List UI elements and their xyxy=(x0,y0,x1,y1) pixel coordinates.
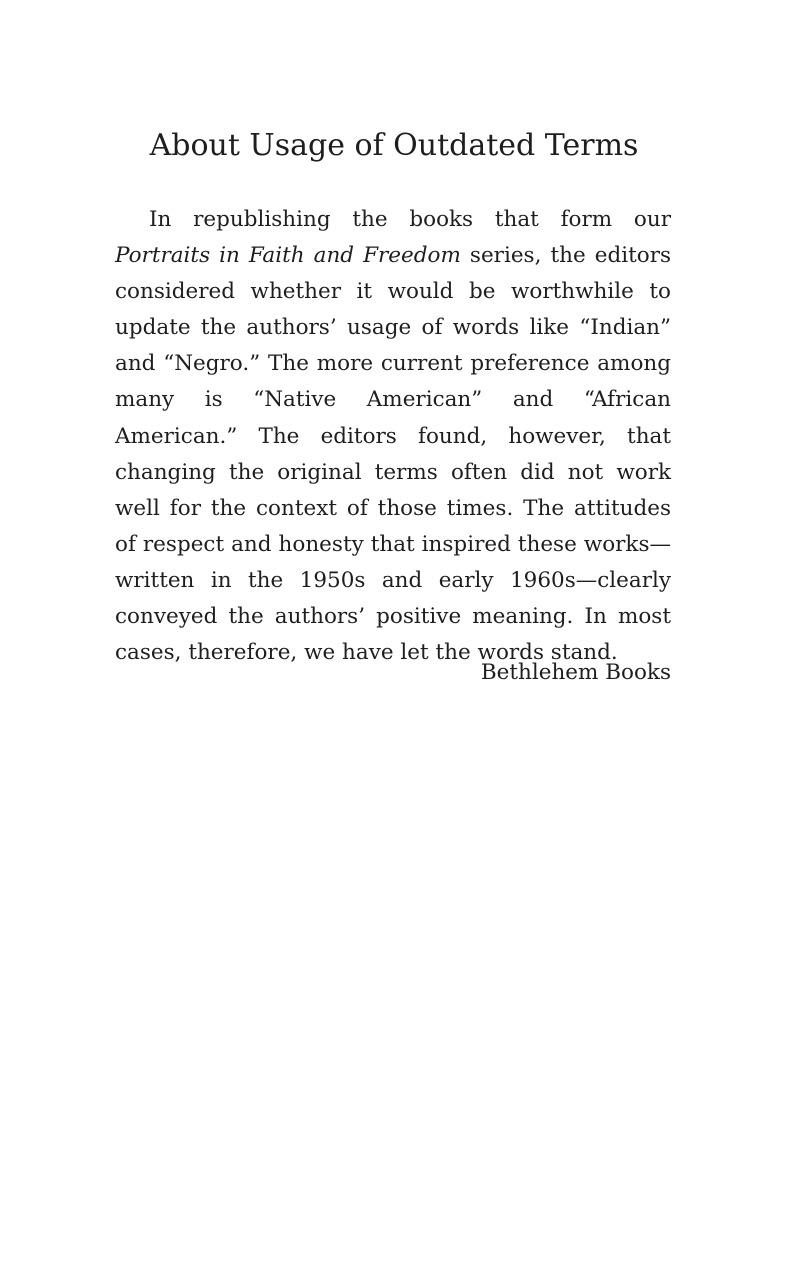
page-title: About Usage of Outdated Terms xyxy=(149,128,639,163)
paragraph-intro: In republishing the books that form our xyxy=(149,207,671,232)
publisher-signature: Bethlehem Books xyxy=(480,660,671,685)
series-title: Portraits in Faith and Freedom xyxy=(115,243,461,269)
paragraph-rest: series, the editors considered whether it would be worthwhile to update the authors’ usage of words like “Indian” and “Negro.” The more current preference among many is “Native American” and “African American.” The editors found, however, that changing the original terms often did not work well for the context of those times. The attitudes of respect and honesty that inspired these works—written in the 1950s and early 1960s—clearly conveyed the authors’ positive meaning. In most cases, therefore, we have let the words stand. xyxy=(115,243,672,666)
body-paragraph xyxy=(115,202,671,671)
